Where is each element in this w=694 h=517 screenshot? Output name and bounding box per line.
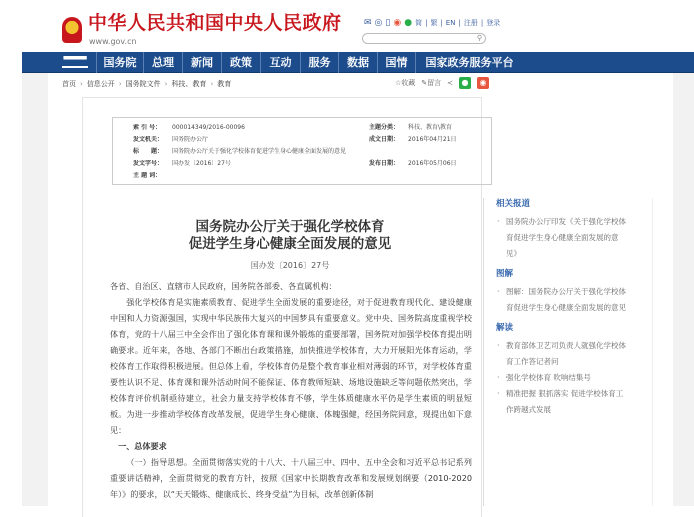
infographic-section xyxy=(484,268,652,316)
article-docno: 国办发〔2016〕27号 xyxy=(250,261,330,270)
article-title-line1: 国务院办公厅关于强化学校体育 xyxy=(195,219,385,235)
chevron-right-icon: › xyxy=(210,80,214,88)
paragraph: 强化学校体育是实施素质教育、促进学生全面发展的重要途径，对于促进教育现代化、建设健康中国和人力资源强国，实现中华民族伟大复兴的中国梦具有重要意义。党中央、国务院高度重视学校体育，党的十八届三中全会作出了强化体育课和课外锻炼的重要部署，国务院对加强学校体育提出明确要求。近年来，各地、各部门不断出台政策措施，加快推进学校体育，大力开展阳光体育运动，学校体育工作取得积极进展。但总体上看，学校体育仍是整个教育事业相对薄弱的环节，对学校体育重要性认识不足、体育课和课外活动时间不能保证、体育教师短缺、场地设施缺乏等问题依然突出，学校体育评价机制亟待建立，社会力量支持学校体育不够，学生体质健康水平仍是学生素质的明显短板。为进一步推动学校体育改革发展，促进学生身心健康、体魄强健，经国务院同意，现提出如下意见： xyxy=(110,297,472,435)
nav-item-policy[interactable]: 政策 xyxy=(221,52,260,73)
paragraph: （一）指导思想。全面贯彻落实党的十八大、十八届三中、四中、五中全会和习近平总书记系列重要讲话精神，全面贯彻党的教育方针，按照《国家中长期教育改革和发展规划纲要（2010-2020年）》的要求，以“天天锻炼、健康成长、终身受益”为目标，改革创新体制 xyxy=(110,457,472,499)
issuer-value: 国务院办公厅 xyxy=(172,136,209,143)
written-date-value: 2016年04月21日 xyxy=(408,136,457,143)
nav-item-premier[interactable]: 总理 xyxy=(143,52,182,73)
share-icon[interactable]: ≺ xyxy=(447,79,454,87)
list-item[interactable]: · 精准把握 狠抓落实 促进学校体育工作跨越式发展 xyxy=(497,386,627,418)
link-english[interactable]: EN xyxy=(445,19,456,27)
keywords-label: 主 题 词： xyxy=(133,172,162,179)
index-value: 000014349/2016-00096 xyxy=(172,124,245,131)
site-header xyxy=(0,0,694,52)
comment-label: 留言 xyxy=(427,79,442,87)
top-links: ✉ ◎ ▯ ◉ ● 简 | 繁 | EN | 注册 | 登录 xyxy=(364,18,501,28)
nav-item-service-platform[interactable]: 国家政务服务平台 xyxy=(415,52,523,73)
link-simplified[interactable]: 简 xyxy=(415,19,423,27)
mail-icon[interactable]: ✉ xyxy=(364,18,372,28)
main-nav xyxy=(22,52,694,73)
article-body xyxy=(110,278,472,502)
wechat-icon[interactable]: ● xyxy=(404,18,413,28)
breadcrumb-info[interactable]: 信息公开 xyxy=(86,80,115,88)
page-margin-left xyxy=(22,73,48,506)
list-item[interactable]: · 国务院办公厅印发《关于强化学校体育促进学生身心健康全面发展的意见》 xyxy=(497,214,627,262)
list-item[interactable]: · 教育部体卫艺司负责人就强化学校体育工作答记者问 xyxy=(497,338,627,370)
interpretation-section xyxy=(484,322,652,418)
search-input[interactable] xyxy=(362,33,486,44)
weibo-icon[interactable]: ◉ xyxy=(393,18,402,28)
index-label: 索 引 号： xyxy=(133,124,162,131)
section-heading: 一、总体要求 xyxy=(118,441,167,451)
link-traditional[interactable]: 繁 xyxy=(430,19,438,27)
document-metadata xyxy=(112,117,492,185)
site-url: www.gov.cn xyxy=(89,37,137,46)
title-value: 国务院办公厅关于强化学校体育促进学生身心健康全面发展的意见 xyxy=(172,148,347,155)
weibo-share-icon[interactable]: ◉ xyxy=(477,77,489,89)
nav-item-state-council[interactable]: 国务院 xyxy=(96,52,143,73)
published-date-label: 发布日期： xyxy=(369,160,400,167)
mobile-icon[interactable]: ▯ xyxy=(385,18,391,28)
related-reports-section xyxy=(484,198,652,262)
topic-value: 科技、教育\教育 xyxy=(408,124,453,131)
article-title xyxy=(100,219,480,253)
chevron-right-icon: › xyxy=(118,80,122,88)
favorite-label: 收藏 xyxy=(401,79,416,87)
chevron-right-icon: › xyxy=(164,80,168,88)
breadcrumb-documents[interactable]: 国务院文件 xyxy=(125,80,161,88)
title-label: 标 题： xyxy=(133,148,164,155)
breadcrumb-home[interactable]: 首页 xyxy=(62,80,76,88)
published-date-value: 2016年05月06日 xyxy=(408,160,457,167)
nav-item-news[interactable]: 新闻 xyxy=(182,52,221,73)
article-title-line2: 促进学生身心健康全面发展的意见 xyxy=(188,236,392,252)
written-date-label: 成文日期： xyxy=(369,136,400,143)
list-item[interactable]: · 图解：国务院办公厅关于强化学校体育促进学生身心健康全面发展的意见 xyxy=(497,284,627,316)
search-icon[interactable]: ⚲ xyxy=(476,34,482,42)
link-register[interactable]: 注册 xyxy=(463,19,478,27)
link-login[interactable]: 登录 xyxy=(486,19,501,27)
docno-label: 发文字号： xyxy=(133,160,164,167)
site-title[interactable]: 中华人民共和国中央人民政府 xyxy=(88,12,342,34)
issuer-label: 发文机关： xyxy=(133,136,164,143)
topic-label: 主题分类： xyxy=(369,124,400,131)
chevron-right-icon: › xyxy=(80,80,83,88)
breadcrumb-science-education[interactable]: 科技、教育 xyxy=(171,80,207,88)
breadcrumb-education[interactable]: 教育 xyxy=(217,80,232,88)
sidebar xyxy=(483,198,653,506)
page-margin-right xyxy=(673,73,694,506)
share-bar xyxy=(395,77,489,89)
section-title[interactable]: 相关报道 xyxy=(496,199,531,209)
tiananmen-logo-icon[interactable]: ▀▀▀ xyxy=(63,56,87,66)
nav-item-services[interactable]: 服务 xyxy=(300,52,338,73)
national-emblem-icon xyxy=(62,17,82,43)
section-title[interactable]: 解读 xyxy=(496,323,514,333)
breadcrumb xyxy=(62,79,231,89)
list-item[interactable]: · 强化学校体育 吹响结集号 xyxy=(497,370,627,386)
wechat-share-icon[interactable]: ● xyxy=(459,77,471,89)
section-title[interactable]: 图解 xyxy=(496,269,514,279)
nav-item-national-info[interactable]: 国情 xyxy=(377,52,415,73)
comment-button[interactable]: ✎留言 xyxy=(421,79,442,87)
favorite-button[interactable]: ☆收藏 xyxy=(395,79,416,87)
docno-value: 国办发〔2016〕27号 xyxy=(172,160,231,167)
salutation: 各省、自治区、直辖市人民政府，国务院各部委、各直属机构： xyxy=(110,281,337,291)
nav-item-data[interactable]: 数据 xyxy=(338,52,377,73)
nav-item-interaction[interactable]: 互动 xyxy=(260,52,300,73)
rss-icon[interactable]: ◎ xyxy=(374,18,383,28)
